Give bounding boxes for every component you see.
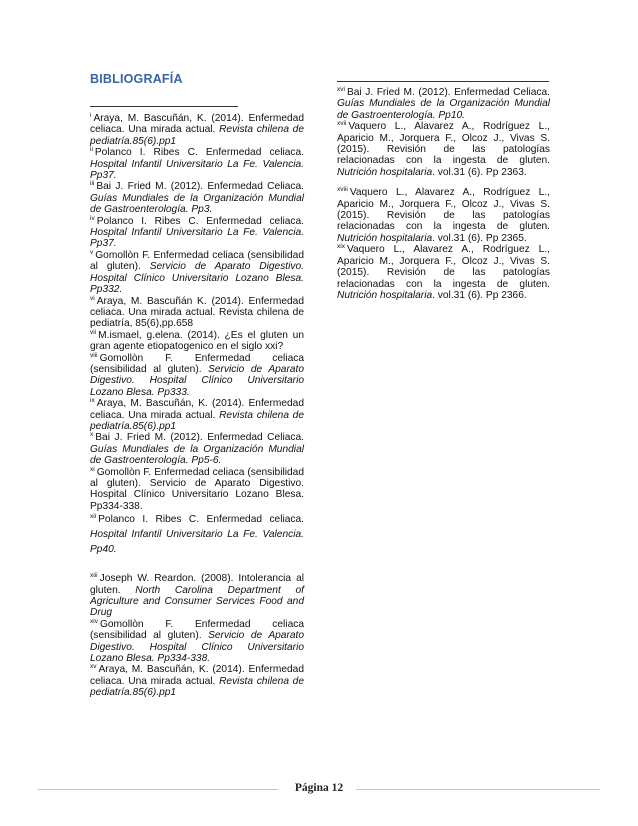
- reference-source-text: Hospital Infantil Universitario La Fe. Valencia. Pp37.: [90, 227, 304, 250]
- bibliography-heading: BIBLIOGRAFÍA: [90, 72, 183, 86]
- reference-text: Araya, M. Bascuñán, K. (2014). Enfermedad celiaca. Una mirada actual.: [90, 664, 304, 687]
- reference-entry: [90, 250, 304, 296]
- reference-entry: [337, 121, 550, 178]
- reference-text: Vaquero L., Alavarez A., Rodríguez L., Aparicio M., Jorquera F., Olcoz J., Vivas S. (2015). Revisión de las patologías relacionadas con la ingesta de gluten.: [337, 244, 550, 290]
- reference-text: Araya, M. Bascuñán, K. (2014). Enfermedad celiaca. Una mirada actual.: [90, 398, 304, 421]
- reference-source-text: North Carolina Department of Agriculture and Consumer Services Food and Drug: [90, 584, 304, 619]
- reference-text: Vaquero L., Alavarez A., Rodríguez L., Aparicio M., Jorquera F., Olcoz J., Vivas S. (2015). Revisión de las patologías relacionadas con la ingesta de gluten.: [337, 187, 550, 233]
- left-references-column: [90, 113, 304, 699]
- reference-entry: [90, 353, 304, 399]
- footnote-marker: xv: [90, 663, 97, 671]
- reference-text: Araya, M. Bascuñán, K. (2014). Enfermedad celiaca. Una mirada actual.: [90, 113, 304, 136]
- reference-text: Vaquero L., Alavarez A., Rodríguez L., Aparicio M., Jorquera F., Olcoz J., Vivas S. (2015). Revisión de las patologías relacionadas con la ingesta de gluten.: [337, 121, 550, 167]
- reference-source-text: Servicio de Aparato Digestivo. Hospital Clínico Universitario Lozano Blesa. Pp334-338.: [90, 630, 304, 665]
- reference-source-text: Nutrición hospitalaria: [337, 232, 433, 244]
- reference-text: Joseph W. Reardon. (2008). Intolerancia al gluten.: [90, 573, 304, 596]
- footnote-marker: xi: [90, 465, 95, 473]
- page-number: Página 12: [294, 782, 344, 794]
- reference-text: . vol.31 (6). Pp 2366.: [432, 289, 527, 301]
- footnote-marker: xvii: [337, 120, 347, 128]
- reference-entry: [90, 432, 304, 466]
- reference-text: M.ismael, g.elena. (2014). ¿Es el gluten un gran agente etiopatogenico en el siglo xxi?: [90, 329, 304, 353]
- reference-text: . vol.31 (6). Pp 2365.: [432, 232, 527, 244]
- reference-text: Bai J. Fried M. (2012). Enfermedad Celiaca.: [95, 432, 304, 444]
- reference-text: Gomollòn F. Enfermedad celiaca (sensibilidad al gluten).: [90, 352, 304, 375]
- footnote-separator-left: [90, 106, 238, 107]
- footnote-marker: xiv: [90, 617, 98, 625]
- reference-entry: [337, 87, 550, 121]
- footnote-marker: v: [90, 248, 94, 256]
- reference-source-text: Servicio de Aparato Digestivo. Hospital Clínico Universitario Lozano Blesa. Pp332.: [90, 261, 304, 296]
- reference-entry: [90, 398, 304, 432]
- reference-source-text: Guías Mundiales de la Organización Mundial de Gastroenterología. Pp5-6.: [90, 443, 304, 467]
- reference-source-text: Revista chilena de pediatría.85(6).pp1: [90, 409, 304, 432]
- reference-entry: [337, 244, 550, 301]
- reference-entry: [90, 181, 304, 215]
- reference-text: Polanco I. Ribes C. Enfermedad celiaca.: [94, 147, 304, 159]
- reference-entry: [90, 330, 304, 353]
- reference-text: Bai J. Fried M. (2012). Enfermedad Celiaca.: [96, 181, 304, 193]
- reference-entry: [337, 187, 550, 244]
- reference-text: Polanco I. Ribes C. Enfermedad celiaca.: [96, 215, 304, 227]
- reference-entry: [90, 573, 304, 619]
- footnote-marker: ix: [90, 397, 95, 405]
- reference-text: Bai J. Fried M. (2012). Enfermedad Celiaca.: [346, 87, 550, 98]
- reference-entry: [90, 216, 304, 250]
- reference-text: Polanco I. Ribes C. Enfermedad celiaca.: [98, 514, 304, 526]
- reference-source-text: Guías Mundiales de la Organización Mundial de Gastroenterología. Pp3.: [90, 192, 304, 216]
- footnote-marker: xix: [337, 243, 345, 251]
- footer-rule-right: [356, 789, 600, 790]
- footnote-marker: vii: [90, 328, 97, 336]
- footnote-marker: xviii: [337, 186, 348, 194]
- footnote-marker: xvi: [337, 86, 345, 93]
- right-references-column: [337, 87, 550, 301]
- reference-entry: [90, 467, 304, 513]
- footnote-marker: x: [90, 431, 94, 439]
- reference-entry: [90, 619, 304, 665]
- reference-source-text: Nutrición hospitalaria: [337, 289, 433, 301]
- reference-text: Gomollòn F. Enfermedad celiaca (sensibilidad al gluten).: [90, 249, 304, 273]
- footer-rule-left: [38, 789, 278, 790]
- footnote-marker: ii: [90, 146, 93, 154]
- reference-entry: [90, 512, 304, 557]
- reference-text: Araya, M. Bascuñán K. (2014). Enfermedad celiaca. Una mirada actual. Revista chilena de pediatría, 85(6),pp.658: [90, 295, 304, 330]
- reference-source-text: Revista chilena de pediatría.85(6).pp1: [90, 124, 304, 147]
- footnote-marker: iii: [90, 180, 95, 188]
- reference-source-text: Hospital Infantil Universitario La Fe. Valencia. Pp40.: [90, 529, 304, 556]
- reference-source-text: Revista chilena de pediatría.85(6).pp1: [90, 675, 304, 699]
- footnote-marker: xii: [90, 513, 97, 521]
- reference-entry: [90, 113, 304, 147]
- footnote-marker: iv: [90, 214, 95, 222]
- footnote-marker: xiii: [90, 572, 98, 580]
- reference-source-text: Hospital Infantil Universitario La Fe. Valencia. Pp37.: [90, 158, 304, 182]
- reference-text: Gomollòn F. Enfermedad celiaca (sensibilidad al gluten).: [90, 618, 304, 642]
- reference-text: Gomollòn F. Enfermedad celiaca (sensibilidad al gluten). Servicio de Aparato Digestivo. Hospital Clínico Universitario Lozano Blesa. Pp334-338.: [90, 466, 304, 512]
- reference-entry: [90, 664, 304, 698]
- footnote-marker: i: [90, 112, 92, 119]
- footnote-marker: viii: [90, 351, 98, 359]
- reference-source-text: Nutrición hospitalaria: [337, 166, 433, 178]
- footnote-separator-right: [337, 81, 549, 82]
- reference-entry: [90, 147, 304, 181]
- footnote-marker: vi: [90, 294, 95, 302]
- reference-entry: [90, 296, 304, 330]
- reference-text: . vol.31 (6). Pp 2363.: [432, 166, 527, 178]
- reference-source-text: Servicio de Aparato Digestivo. Hospital Clínico Universitario Lozano Blesa. Pp333.: [90, 363, 304, 398]
- reference-source-text: Guías Mundiales de la Organización Mundial de Gastroenterología. Pp10.: [337, 98, 550, 121]
